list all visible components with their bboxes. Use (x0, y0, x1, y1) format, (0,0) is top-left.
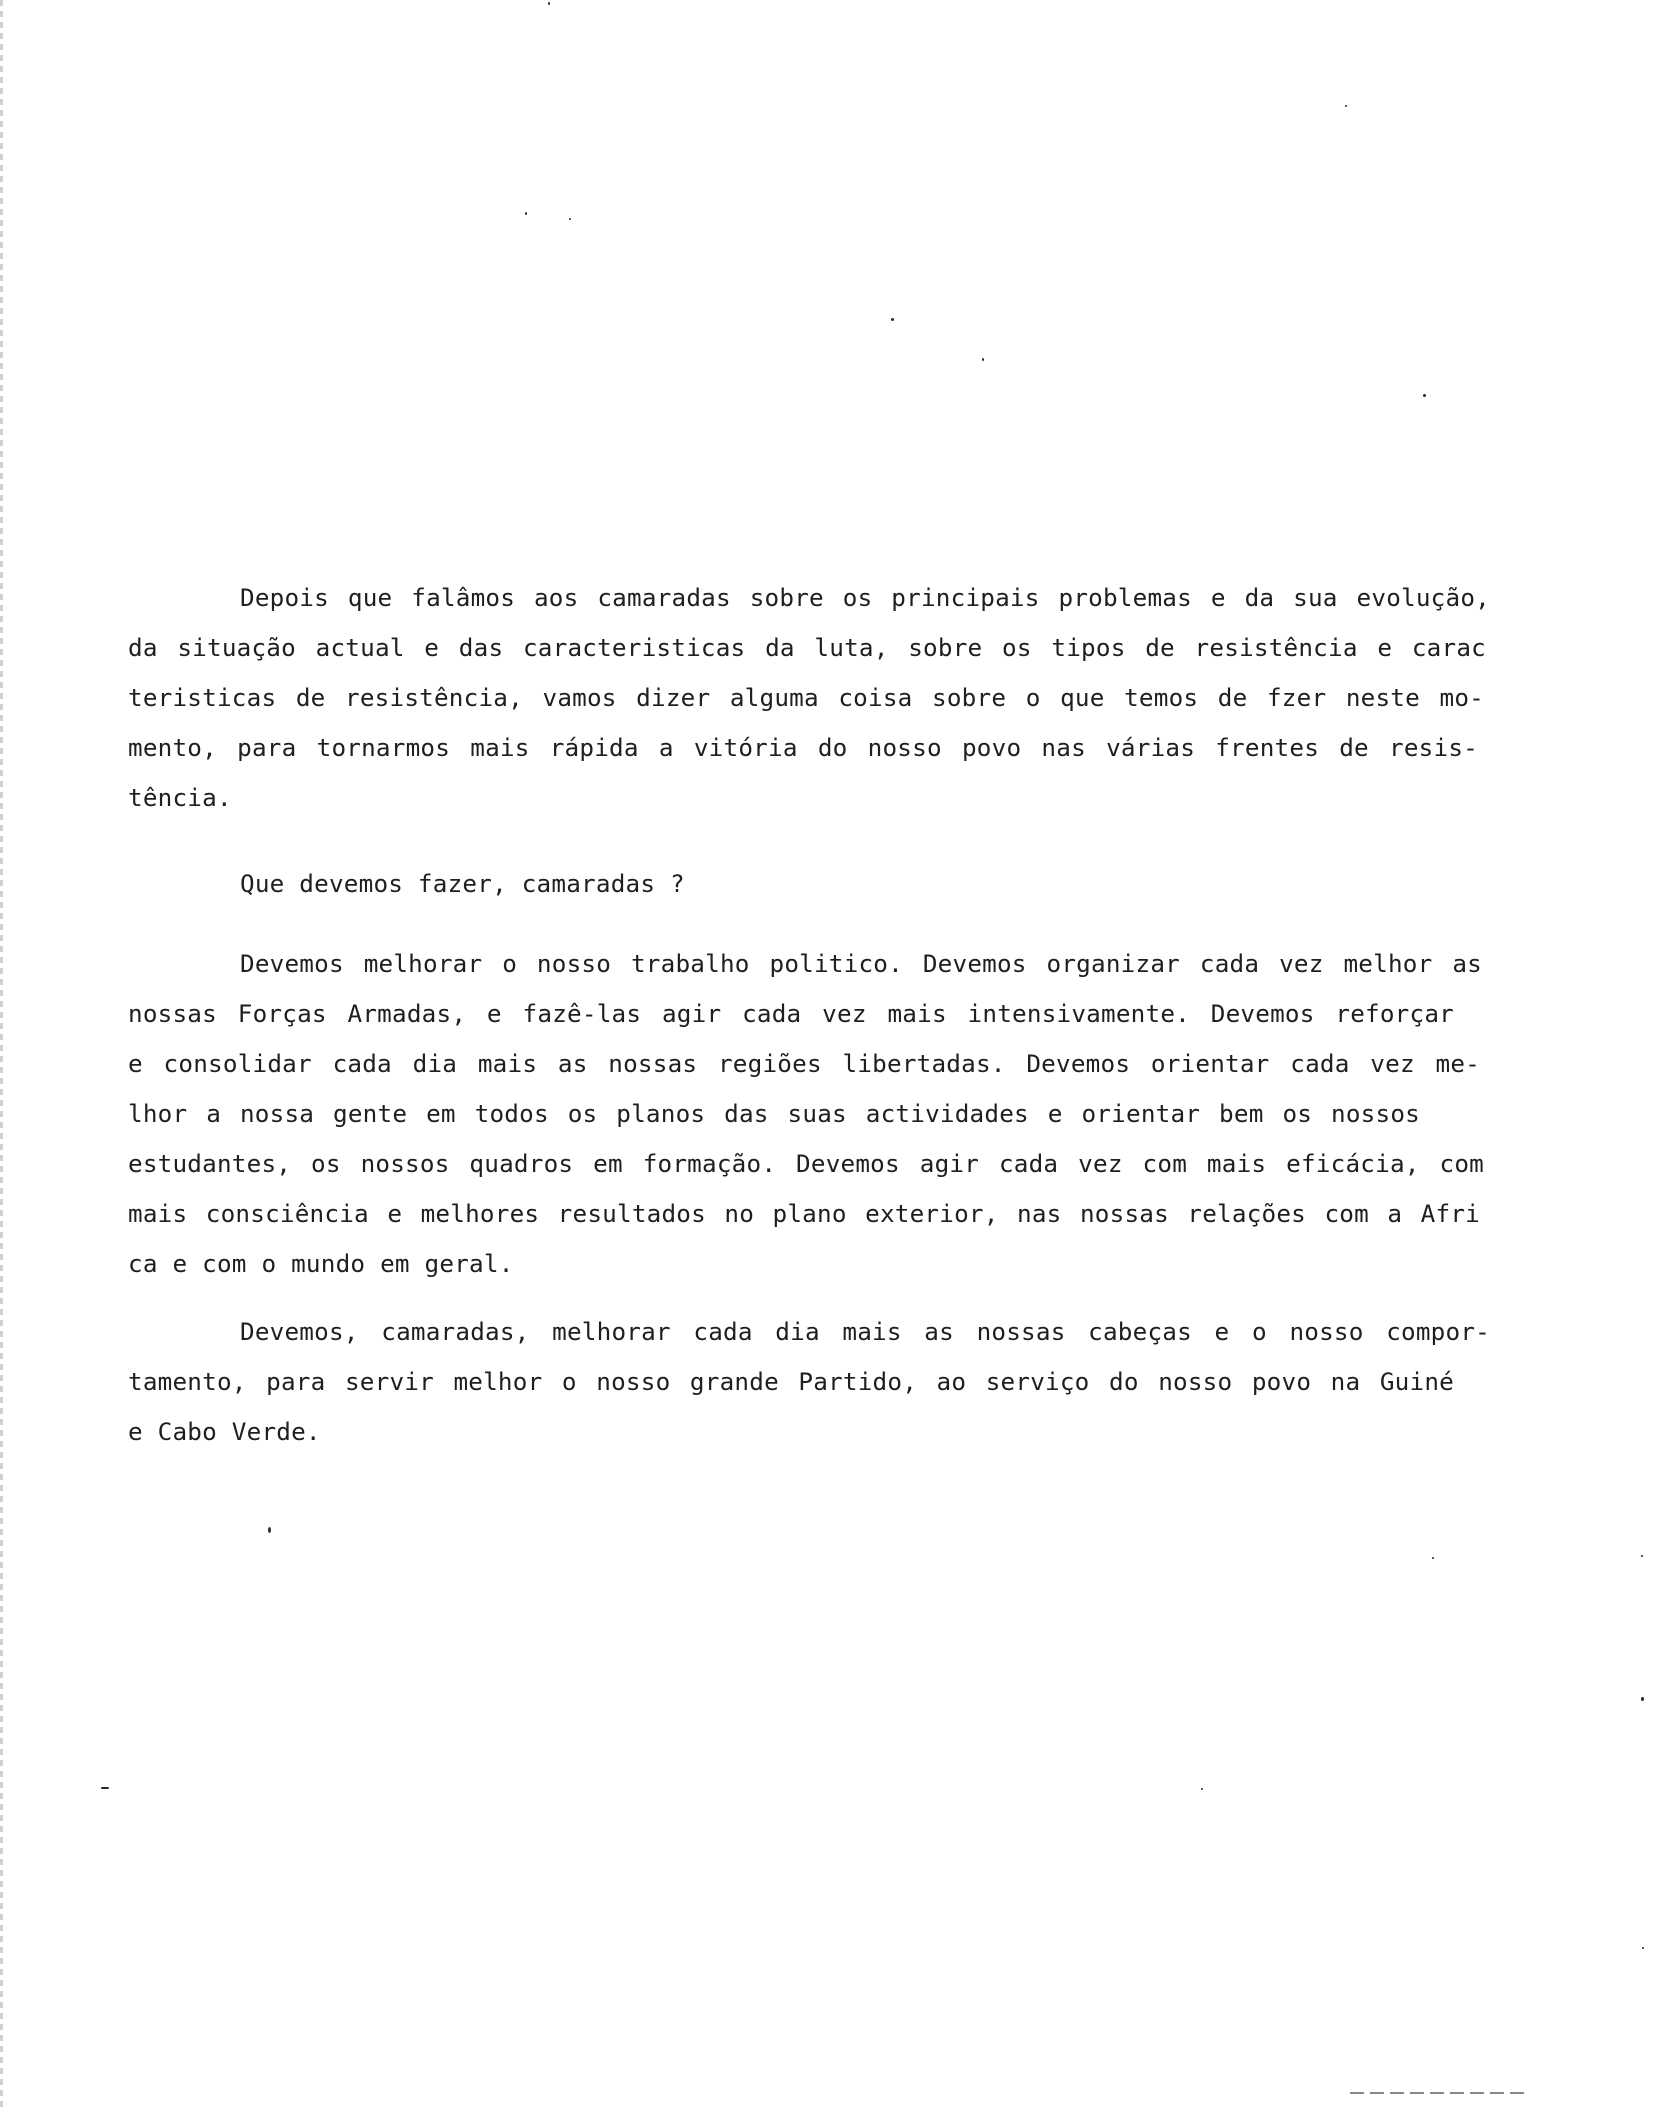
scan-speck (1432, 1557, 1434, 1559)
scan-speck (1641, 1555, 1643, 1557)
text-line: lhor a nossa gente em todos os planos das suas actividades e orientar bem os nossos (128, 1099, 1420, 1128)
scan-speck (525, 212, 527, 215)
text-line: e Cabo Verde. (128, 1417, 321, 1446)
text-line: nossas Forças Armadas, e fazê-las agir cada vez mais intensivamente. Devemos reforçar (128, 999, 1454, 1028)
text-line: e consolidar cada dia mais as nossas regiões libertadas. Devemos orientar cada vez me- (128, 1049, 1480, 1078)
scan-speck (548, 2, 550, 5)
scan-speck (982, 358, 984, 361)
text-line: tamento, para servir melhor o nosso grande Partido, ao serviço do nosso povo na Guiné (128, 1367, 1454, 1396)
scan-speck (268, 1527, 271, 1533)
text-line: Devemos, camaradas, melhorar cada dia mais as nossas cabeças e o nosso compor- (240, 1317, 1490, 1346)
scan-speck (1641, 1697, 1644, 1701)
text-line: Depois que falâmos aos camaradas sobre os principais problemas e da sua evolução, (240, 583, 1490, 612)
scan-speck (1345, 105, 1347, 107)
scan-edge (0, 0, 3, 2112)
text-line: tência. (128, 783, 232, 812)
text-line: mais consciência e melhores resultados no plano exterior, nas nossas relações com a Afri (128, 1199, 1480, 1228)
scan-speck (1201, 1788, 1203, 1790)
text-line: teristicas de resistência, vamos dizer alguma coisa sobre o que temos de fzer neste mo- (128, 683, 1484, 712)
scan-speck (891, 318, 894, 321)
scan-speck (1423, 394, 1426, 397)
text-line: mento, para tornarmos mais rápida a vitória do nosso povo nas várias frentes de resis- (128, 733, 1478, 762)
scan-footer-mark (1350, 2092, 1530, 2094)
scan-speck (1642, 1947, 1644, 1949)
text-line: da situação actual e das caracteristicas da luta, sobre os tipos de resistência e carac (128, 633, 1486, 662)
scan-speck (569, 218, 571, 220)
text-line: Devemos melhorar o nosso trabalho politico. Devemos organizar cada vez melhor as (240, 949, 1482, 978)
text-line: Que devemos fazer, camaradas ? (240, 869, 685, 898)
scan-speck (101, 1787, 109, 1789)
text-line: estudantes, os nossos quadros em formação. Devemos agir cada vez com mais eficácia, com (128, 1149, 1484, 1178)
text-line: ca e com o mundo em geral. (128, 1249, 514, 1278)
